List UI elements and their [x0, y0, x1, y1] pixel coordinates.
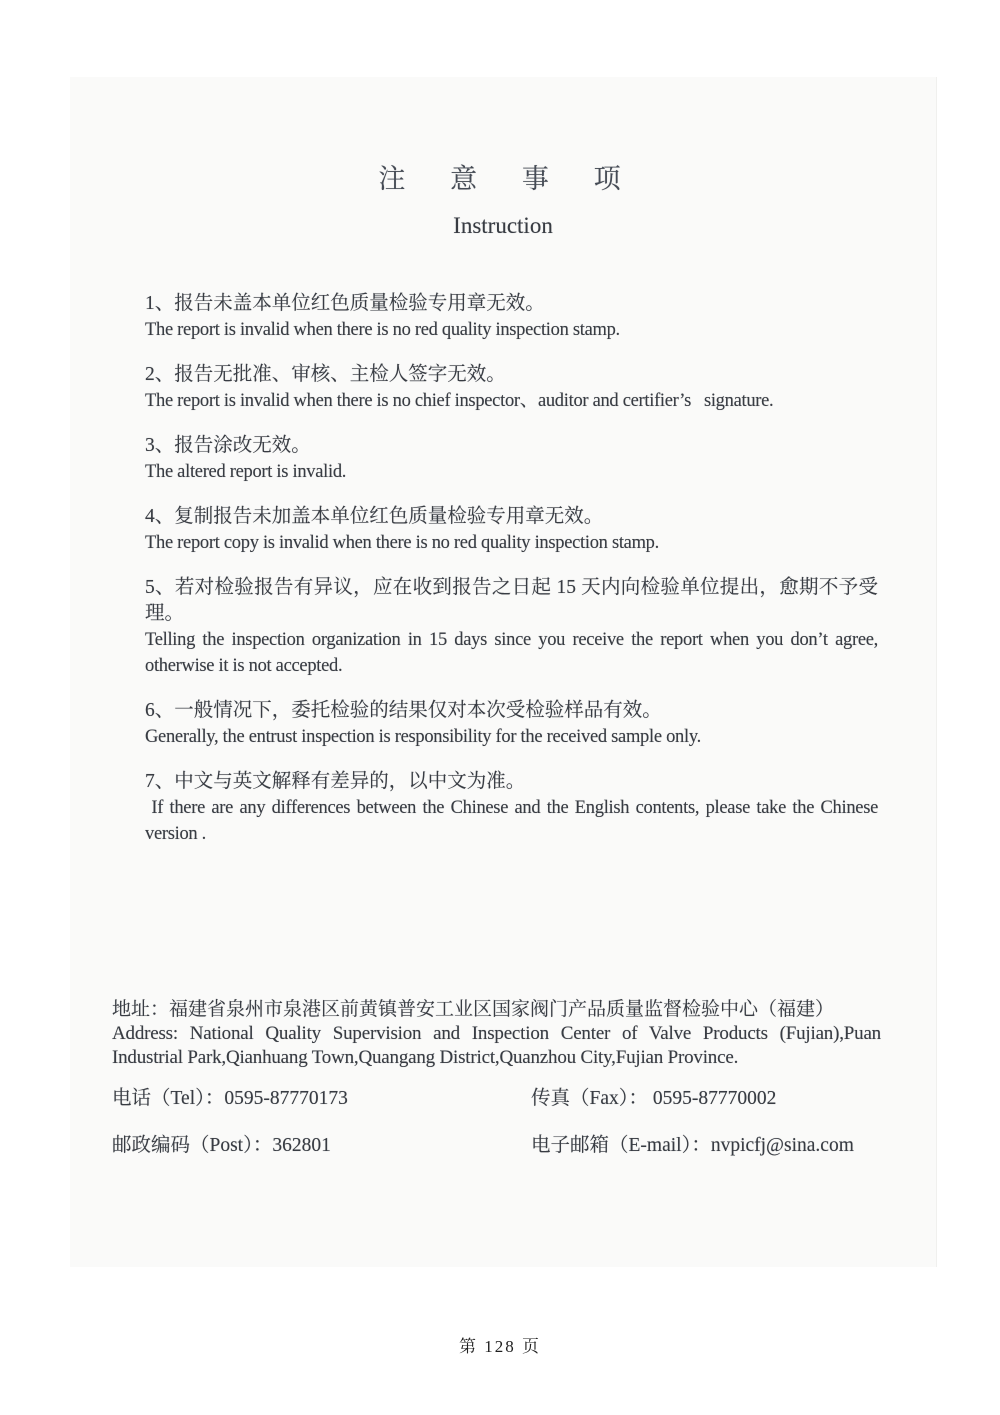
scanned-document-page [70, 77, 937, 1267]
fax-label: 传真（Fax）： 0595-87770002 [531, 1088, 777, 1109]
address-chinese: 地址：福建省泉州市泉港区前黄镇普安工业区国家阀门产品质量监督检验中心（福建） [112, 999, 835, 1020]
item-english-text: If there are any differences between the Chinese and the English contents, please take the Chinese version . [145, 798, 883, 844]
instruction-item-1 [145, 291, 878, 343]
instruction-item-3 [145, 433, 878, 485]
item-chinese-text: 6、一般情况下，委托检验的结果仅对本次受检验样品有效。 [145, 700, 662, 721]
instruction-item-5 [145, 575, 883, 679]
email-label: 电子邮箱（E-mail）：nvpicfj@sina.com [531, 1135, 854, 1156]
contact-row-tel-fax [112, 1086, 891, 1112]
item-chinese-text: 1、报告未盖本单位红色质量检验专用章无效。 [145, 293, 545, 314]
item-english-text: Telling the inspection organization in 15 days since you receive the report when you don’t agree, otherwise it is not accepted. [145, 630, 883, 676]
item-chinese-text: 7、中文与英文解释有差异的，以中文为准。 [145, 771, 526, 792]
item-chinese-text: 4、复制报告未加盖本单位红色质量检验专用章无效。 [145, 506, 604, 527]
address-block [112, 997, 886, 1070]
instruction-list [145, 291, 883, 847]
instruction-item-2 [145, 362, 878, 414]
item-chinese-text: 3、报告涂改无效。 [145, 435, 311, 456]
item-english-text: The report copy is invalid when there is no red quality inspection stamp. [145, 533, 659, 553]
page-title-english: Instruction [453, 213, 553, 238]
instruction-item-6 [145, 698, 878, 750]
telephone-label: 电话（Tel）：0595-87770173 [112, 1088, 348, 1109]
item-english-text: The altered report is invalid. [145, 462, 347, 482]
instruction-item-7 [145, 769, 883, 847]
page-number-footer: 第 128 页 [459, 1337, 541, 1356]
item-english-text: The report is invalid when there is no red quality inspection stamp. [145, 320, 620, 340]
address-english: Address: National Quality Supervision and Inspection Center of Valve Products (Fujian),Puan Industrial Park,Qianhuang Town,Quangang District,Quanzhou City,Fujian Province. [112, 1023, 886, 1068]
item-english-text: Generally, the entrust inspection is responsibility for the received sample only. [145, 727, 701, 747]
contact-row-post-email [112, 1133, 891, 1159]
item-english-text: The report is invalid when there is no chief inspector、auditor and certifier’s signature. [145, 391, 774, 411]
postcode-label: 邮政编码（Post）：362801 [112, 1135, 331, 1156]
page-title-chinese: 注 意 事 项 [378, 164, 628, 194]
item-chinese-text: 5、若对检验报告有异议，应在收到报告之日起 15 天内向检验单位提出，愈期不予受理。 [145, 577, 878, 624]
instruction-item-4 [145, 504, 878, 556]
item-chinese-text: 2、报告无批准、审核、主检人签字无效。 [145, 364, 506, 385]
